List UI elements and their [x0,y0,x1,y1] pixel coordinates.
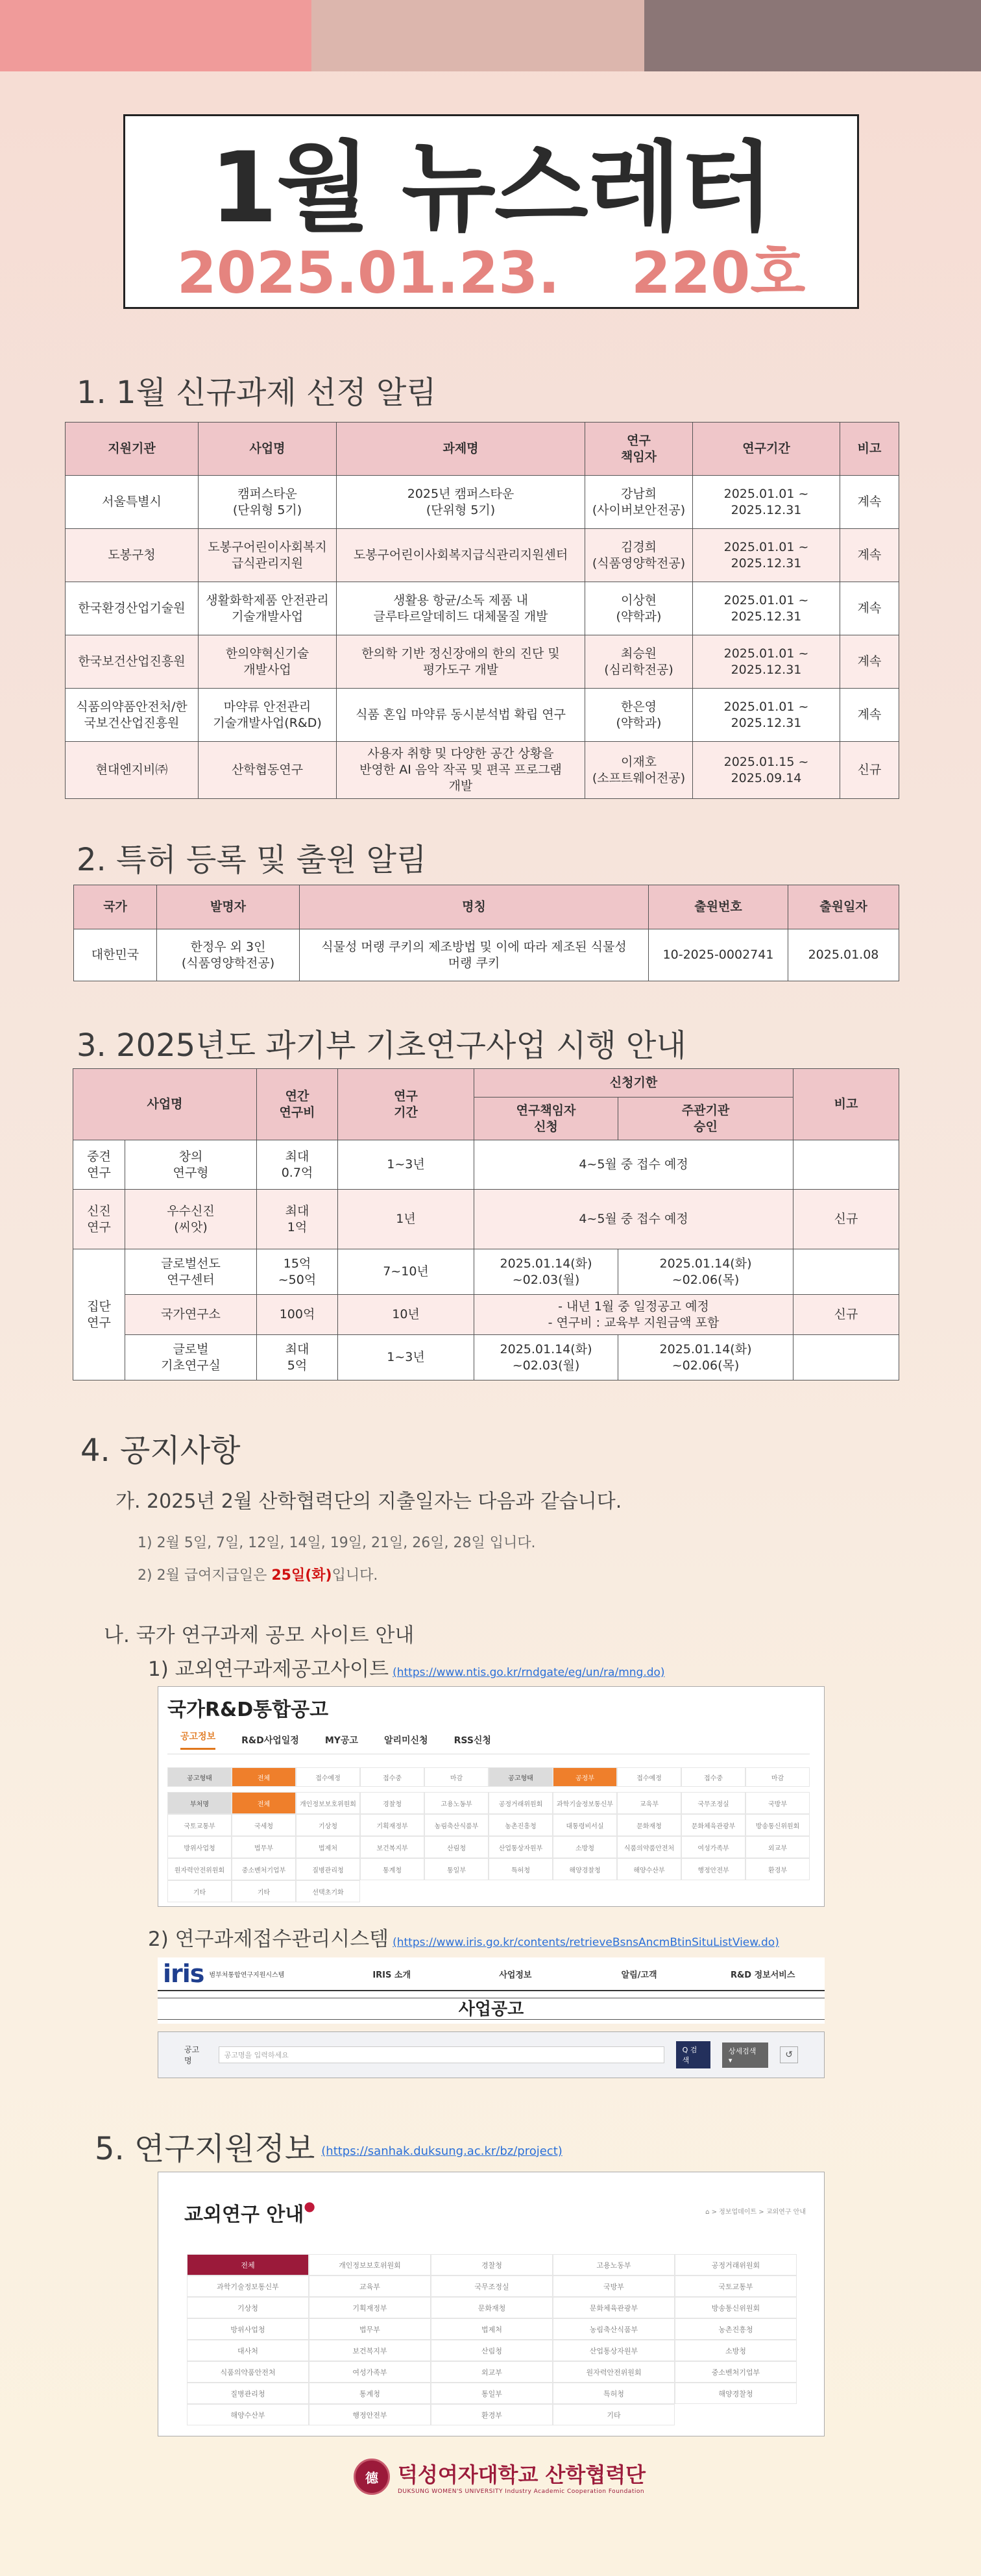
table-cell: 생활용 항균/소독 제품 내 글루타르알데히드 대체물질 개발 [337,582,585,635]
ntis-filter-chip[interactable]: 접수예정 [296,1767,360,1787]
newsletter-title-box [123,114,859,309]
table-cell: 도봉구청 [66,529,199,582]
ntis-ministry-chip[interactable]: 공정거래위원회 [489,1792,553,1814]
ministry-filter-chip[interactable]: 기획재정부 [309,2297,431,2318]
ntis-ministry-chip[interactable]: 여성가족부 [681,1836,745,1858]
ministry-filter-chip[interactable]: 환경부 [431,2404,553,2425]
table-cell: 한국환경산업기술원 [66,582,199,635]
ministry-filter-chip[interactable]: 국방부 [553,2275,675,2297]
th-col-4: 연구기간 [693,423,840,476]
ntis-ministry-chip[interactable]: 교육부 [617,1792,681,1814]
ntis-ministry-label: 부처명 [167,1792,232,1814]
ntis-filter-chip[interactable]: 공고형태 [489,1767,553,1787]
ntis-ministry-chip[interactable]: 방위사업청 [167,1836,232,1858]
table-cell: 식품 혼입 마약류 동시분석법 확립 연구 [337,689,585,742]
notice-a-2: 2) 2월 급여지급일은 25일(화)입니다. [138,1567,378,1584]
table-cell: 2025.01.01 ~ 2025.12.31 [693,582,840,635]
table-cell: 한국보건산업진흥원 [66,635,199,689]
iris-nav-bar: iris 범부처통합연구지원시스템 IRIS 소개 사업정보 알림/고객 R&D 정보서비스 [158,1957,825,1991]
ntis-filter-row [167,1767,810,1787]
ntis-ministry-chip[interactable]: 방송통신위원회 [745,1814,810,1836]
ministry-filter-chip[interactable]: 방송통신위원회 [675,2297,797,2318]
table-cell: 계속 [840,635,899,689]
ntis-title: 국가R&D통합공고 [167,1699,329,1721]
section-3-heading: 3. 2025년도 과기부 기초연구사업 시행 안내 [77,1027,686,1064]
table-row [66,689,899,742]
ministry-filter-grid [187,2254,797,2425]
table-cell: 계속 [840,689,899,742]
table-cell: 캠퍼스타운 (단위형 5기) [199,476,337,529]
ntis-filter-chip[interactable]: 접수중 [360,1767,424,1787]
ntis-ministry-chip[interactable]: 통일부 [424,1858,489,1880]
research-info-screenshot [158,2172,825,2436]
notice-b-2: 2) 연구과제접수관리시스템 (https://www.iris.go.kr/contents/retrieveBsnsAncmBtinSituListView.do) [148,1928,779,1951]
ntis-tab-3[interactable]: 알리미신청 [383,1735,428,1746]
ntis-tab-2[interactable]: MY공고 [324,1735,358,1746]
table-cell: 도봉구어린이사회복지 급식관리지원 [199,529,337,582]
group-new-researcher: 신진 연구 [73,1190,125,1249]
ntis-filter-chip[interactable]: 마감 [745,1767,810,1787]
th-col-0: 지원기관 [66,423,199,476]
table-header-row [74,885,899,929]
notice-b-1: 1) 교외연구과제공고사이트 (https://www.ntis.go.kr/rndgate/eg/un/ra/mng.do) [148,1658,665,1681]
ntis-filter-chip[interactable]: 마감 [424,1767,489,1787]
basic-research-table [73,1068,899,1380]
iris-link[interactable]: (https://www.iris.go.kr/contents/retrieveBsnsAncmBtinSituListView.do) [393,1936,779,1949]
table-cell: 2025.01.01 ~ 2025.12.31 [693,476,840,529]
section-5-heading: 5. 연구지원정보 (https://sanhak.duksung.ac.kr/bz/project) [95,2131,563,2167]
ntis-ministry-chip[interactable]: 개인정보보호위원회 [296,1792,360,1814]
top-bar-segment-rose [311,0,644,71]
th-col-1: 발명자 [157,885,300,929]
top-color-bar [0,0,981,71]
ntis-ministry-chip[interactable]: 법제처 [296,1836,360,1858]
ntis-tab-4[interactable]: RSS신청 [454,1735,491,1746]
ministry-filter-chip[interactable]: 통계청 [309,2383,431,2404]
ministry-filter-chip[interactable]: 질병관리청 [187,2383,309,2404]
th-pi-application: 연구책임자 신청 [474,1098,618,1140]
notice-a: 가. 2025년 2월 산학협력단의 지출일자는 다음과 같습니다. [115,1490,622,1513]
iris-menu-item-0[interactable]: IRIS 소개 [372,1970,411,1980]
ntis-filter-chip[interactable]: 전체 [232,1767,296,1787]
table-cell: 강남희 (사이버보안전공) [585,476,693,529]
th-col-3: 연구 책임자 [585,423,693,476]
table-cell: 도봉구어린이사회복지급식관리지원센터 [337,529,585,582]
ntis-link[interactable]: (https://www.ntis.go.kr/rndgate/eg/un/ra/mng.do) [393,1666,665,1679]
table-cell: 최승원 (심리학전공) [585,635,693,689]
table-cell: 한은영 (약학과) [585,689,693,742]
ntis-ministry-chip[interactable]: 문화체육관광부 [681,1814,745,1836]
th-col-0: 국가 [74,885,157,929]
ntis-ministry-chip[interactable]: 기타 [167,1880,232,1902]
table-row [66,529,899,582]
table-cell: 2025년 캠퍼스타운 (단위형 5기) [337,476,585,529]
ntis-ministry-chip[interactable]: 문화재청 [617,1814,681,1836]
ntis-ministry-chip[interactable]: 기타 [232,1880,296,1902]
breadcrumb: ⌂ > 정보업데이트 > 교외연구 안내 [705,2209,806,2216]
ntis-filter-chip[interactable]: 접수중 [681,1767,745,1787]
ntis-ministry-chip[interactable]: 해양수산부 [617,1858,681,1880]
ministry-filter-chip[interactable]: 행정안전부 [309,2404,431,2425]
th-col-1: 사업명 [199,423,337,476]
ntis-ministry-chip[interactable]: 국세청 [232,1814,296,1836]
ministry-filter-chip[interactable]: 농촌진흥청 [675,2318,797,2340]
ministry-filter-chip[interactable]: 여성가족부 [309,2361,431,2383]
ntis-ministry-chip[interactable]: 국토교통부 [167,1814,232,1836]
top-bar-segment-mauve [644,0,981,71]
table-row [66,582,899,635]
table-cell: 식물성 머랭 쿠키의 제조방법 및 이에 따라 제조된 식물성 머랭 쿠키 [300,929,649,981]
table-cell: 한의학 기반 정신장애의 한의 진단 및 평가도구 개발 [337,635,585,689]
table-cell: 한정우 외 3인 (식품영양학전공) [157,929,300,981]
ntis-ministry-chip[interactable]: 해양경찰청 [553,1858,617,1880]
table-cell: 한의약혁신기술 개발사업 [199,635,337,689]
ntis-filter-chip[interactable]: 공정부 [553,1767,617,1787]
ntis-ministry-chip[interactable]: 기상청 [296,1814,360,1836]
th-research-period: 연구 기간 [338,1069,474,1140]
section-1-heading: 1. 1월 신규과제 선정 알림 [77,374,437,411]
table-row [66,635,899,689]
newsletter-title: 1월 뉴스레터 [210,132,773,245]
ministry-filter-chip[interactable]: 식품의약품안전처 [187,2361,309,2383]
patent-table [73,885,899,981]
table-cell: 10-2025-0002741 [649,929,788,981]
table-cell: 이재호 (소프트웨어전공) [585,742,693,799]
iris-menu-item-1[interactable]: 사업정보 [499,1970,532,1980]
ministry-filter-chip[interactable]: 산업통상자원부 [553,2340,675,2361]
ministry-filter-chip[interactable]: 통일부 [431,2383,553,2404]
ministry-filter-chip[interactable]: 경찰청 [431,2254,553,2275]
table-header-row [66,423,899,476]
table-cell: 식품의약품안전처/한 국보건산업진흥원 [66,689,199,742]
ntis-ministry-chip[interactable]: 과학기술정보통신부 [553,1792,617,1814]
ntis-tab-0[interactable]: 공고정보 [180,1730,215,1750]
th-org-approval: 주관기관 승인 [618,1098,793,1140]
th-application-deadline: 신청기한 [474,1069,793,1098]
ministry-filter-chip[interactable]: 전체 [187,2254,309,2275]
newsletter-issue-line [125,239,857,306]
iris-page-heading: 사업공고 [158,1998,825,2020]
payday-highlight: 25일(화) [271,1567,332,1584]
table-cell: 2025.01.01 ~ 2025.12.31 [693,529,840,582]
ntis-ministry-chip[interactable]: 원자력안전위원회 [167,1858,232,1880]
ministry-filter-chip[interactable]: 국무조정실 [431,2275,553,2297]
table-row: 중견 연구 창의 연구형 최대 0.7억 1~3년 4~5월 중 접수 예정 [73,1140,899,1190]
ministry-filter-chip[interactable]: 국토교통부 [675,2275,797,2297]
table-row [66,742,899,799]
ministry-filter-chip[interactable]: 개인정보보호위원회 [309,2254,431,2275]
ntis-ministry-chip[interactable]: 국무조정실 [681,1792,745,1814]
table-cell: 마약류 안전관리 기술개발사업(R&D) [199,689,337,742]
table-cell: 현대엔지비㈜ [66,742,199,799]
ministry-filter-chip[interactable]: 대사처 [187,2340,309,2361]
ministry-filter-chip[interactable]: 소방청 [675,2340,797,2361]
table-cell: 2025.01.15 ~ 2025.09.14 [693,742,840,799]
ministry-filter-chip[interactable]: 문화재청 [431,2297,553,2318]
search-input[interactable]: 공고명을 입력하세요 [219,2046,664,2063]
ntis-ministry-chip[interactable]: 외교부 [745,1836,810,1858]
ministry-filter-chip[interactable]: 중소벤처기업부 [675,2361,797,2383]
new-projects-table [65,422,899,799]
table-cell: 2025.01.08 [788,929,899,981]
ntis-ministry-chip[interactable]: 산림청 [424,1836,489,1858]
ntis-ministry-chip[interactable]: 행정안전부 [681,1858,745,1880]
ministry-filter-chip[interactable]: 문화체육관광부 [553,2297,675,2318]
table-cell: 2025.01.01 ~ 2025.12.31 [693,635,840,689]
footer-brand [354,2459,646,2495]
table-cell: 계속 [840,529,899,582]
ministry-filter-chip[interactable]: 특허청 [553,2383,675,2404]
top-bar-segment-pink [0,0,311,71]
ministry-filter-chip[interactable]: 해양경찰청 [675,2383,797,2404]
ntis-filter-chip[interactable]: 접수예정 [617,1767,681,1787]
ministry-filter-chip[interactable]: 과학기술정보통신부 [187,2275,309,2297]
ntis-ministry-chip[interactable]: 농촌진흥청 [489,1814,553,1836]
ministry-filter-chip[interactable]: 해양수산부 [187,2404,309,2425]
table-row: 신진 연구 우수신진 (씨앗) 최대 1억 1년 4~5월 중 접수 예정 신규 [73,1190,899,1249]
ntis-ministry-chip[interactable]: 법무부 [232,1836,296,1858]
ntis-ministry-chip[interactable]: 고용노동부 [424,1792,489,1814]
table-row: 글로벌 기초연구실 최대 5억 1~3년 2025.01.14(화) ~02.03(월) 2025.01.14(화) ~02.06(목) [73,1335,899,1380]
ntis-ministry-chip[interactable]: 국방부 [745,1792,810,1814]
iris-logo: iris [163,1959,204,1988]
table-cell: 계속 [840,582,899,635]
ntis-ministry-chip[interactable]: 통계청 [360,1858,424,1880]
th-col-3: 출원번호 [649,885,788,929]
iris-menu-item-2[interactable]: 알림/고객 [621,1970,657,1980]
table-row [74,929,899,981]
research-support-link[interactable]: (https://sanhak.duksung.ac.kr/bz/project) [321,2144,563,2158]
refresh-icon[interactable]: ↺ [780,2046,798,2063]
section-2-heading: 2. 특허 등록 및 출원 알림 [77,842,427,878]
iris-header-screenshot [158,1957,825,2024]
table-cell: 2025.01.01 ~ 2025.12.31 [693,689,840,742]
ntis-ministry-chip[interactable]: 전체 [232,1792,296,1814]
table-cell: 서울특별시 [66,476,199,529]
research-info-title: 교외연구 안내● [184,2198,315,2226]
ministry-filter-chip[interactable]: 방위사업청 [187,2318,309,2340]
ntis-ministry-chip[interactable]: 보건복지부 [360,1836,424,1858]
th-col-2: 명칭 [300,885,649,929]
ntis-ministry-chip[interactable]: 기획재정부 [360,1814,424,1836]
ntis-ministry-chip[interactable]: 식품의약품안전처 [617,1836,681,1858]
ministry-filter-chip[interactable]: 법무부 [309,2318,431,2340]
ntis-ministry-chip[interactable]: 대통령비서실 [553,1814,617,1836]
ntis-ministry-grid [167,1792,810,1902]
ntis-ministry-chip[interactable]: 중소벤처기업부 [232,1858,296,1880]
table-cell: 사용자 취향 및 다양한 공간 상황을 반영한 AI 음악 작곡 및 편곡 프로그램 개발 [337,742,585,799]
th-program-name: 사업명 [73,1069,257,1140]
iris-menu-item-3[interactable]: R&D 정보서비스 [730,1970,795,1980]
ministry-filter-chip[interactable]: 농림축산식품부 [553,2318,675,2340]
table-row: 국가연구소 100억 10년 - 내년 1월 중 일정공고 예정 - 연구비 : 교육부 지원금액 포함 신규 [73,1295,899,1335]
search-button[interactable]: Q 검색 [676,2041,710,2068]
ntis-tab-bar [167,1726,810,1754]
footer-sub: DUKSUNG WOMEN'S UNIVERSITY Industry Academic Cooperation Foundation [398,2488,645,2495]
search-label: 공고명 [184,2045,200,2065]
th-col-5: 비고 [840,423,899,476]
detail-search-button[interactable]: 상세검색 ▾ [722,2042,768,2068]
ministry-filter-chip[interactable]: 교육부 [309,2275,431,2297]
table-cell: 대한민국 [74,929,157,981]
section-4-heading: 4. 공지사항 [80,1432,241,1469]
ministry-filter-chip[interactable]: 산림청 [431,2340,553,2361]
ntis-ministry-chip[interactable]: 농림축산식품부 [424,1814,489,1836]
newsletter-date: 2025.01.23. [176,239,560,306]
th-note: 비고 [793,1069,899,1140]
notice-b: 나. 국가 연구과제 공모 사이트 안내 [104,1624,415,1647]
th-col-4: 출원일자 [788,885,899,929]
ntis-ministry-chip[interactable]: 경찰청 [360,1792,424,1814]
ntis-ministry-chip[interactable]: 산업통상자원부 [489,1836,553,1858]
ministry-filter-chip[interactable]: 기상청 [187,2297,309,2318]
table-cell: 산학협동연구 [199,742,337,799]
footer-name: 덕성여자대학교 산학협력단 [398,2462,646,2487]
group-collective: 집단 연구 [73,1249,125,1380]
ministry-filter-chip[interactable]: 고용노동부 [553,2254,675,2275]
ministry-filter-chip[interactable]: 공정거래위원회 [675,2254,797,2275]
ministry-filter-chip[interactable]: 외교부 [431,2361,553,2383]
ntis-ministry-chip[interactable]: 소방청 [553,1836,617,1858]
ntis-tab-1[interactable]: R&D사업일정 [241,1735,299,1746]
ntis-filter-chip[interactable]: 공고형태 [167,1767,232,1787]
ntis-ministry-chip[interactable]: 질병관리청 [296,1858,360,1880]
newsletter-issue-number: 220호 [631,239,806,306]
ntis-ministry-chip[interactable]: 선택초기화 [296,1880,360,1902]
ministry-filter-chip[interactable]: 보건복지부 [309,2340,431,2361]
th-annual-budget: 연간 연구비 [257,1069,338,1140]
iris-search-screenshot [158,2031,825,2078]
university-seal-icon: 德 [354,2459,390,2495]
th-col-2: 과제명 [337,423,585,476]
table-row [66,476,899,529]
ntis-ministry-chip[interactable]: 환경부 [745,1858,810,1880]
ministry-filter-chip[interactable]: 원자력안전위원회 [553,2361,675,2383]
ntis-screenshot [158,1686,825,1907]
ntis-ministry-chip[interactable]: 특허청 [489,1858,553,1880]
table-cell: 신규 [840,742,899,799]
ministry-filter-chip[interactable]: 법제처 [431,2318,553,2340]
ministry-filter-chip[interactable]: 기타 [553,2404,675,2425]
table-row: 집단 연구 글로벌선도 연구센터 15억 ~50억 7~10년 2025.01.14(화) ~02.03(월) 2025.01.14(화) ~02.06(목) [73,1249,899,1295]
group-mid-career: 중견 연구 [73,1140,125,1190]
table-cell: 생활화학제품 안전관리 기술개발사업 [199,582,337,635]
table-cell: 이상현 (약학과) [585,582,693,635]
table-cell: 김경희 (식품영양학전공) [585,529,693,582]
notice-a-1: 1) 2월 5일, 7일, 12일, 14일, 19일, 21일, 26일, 28일 입니다. [138,1535,536,1551]
table-cell: 계속 [840,476,899,529]
